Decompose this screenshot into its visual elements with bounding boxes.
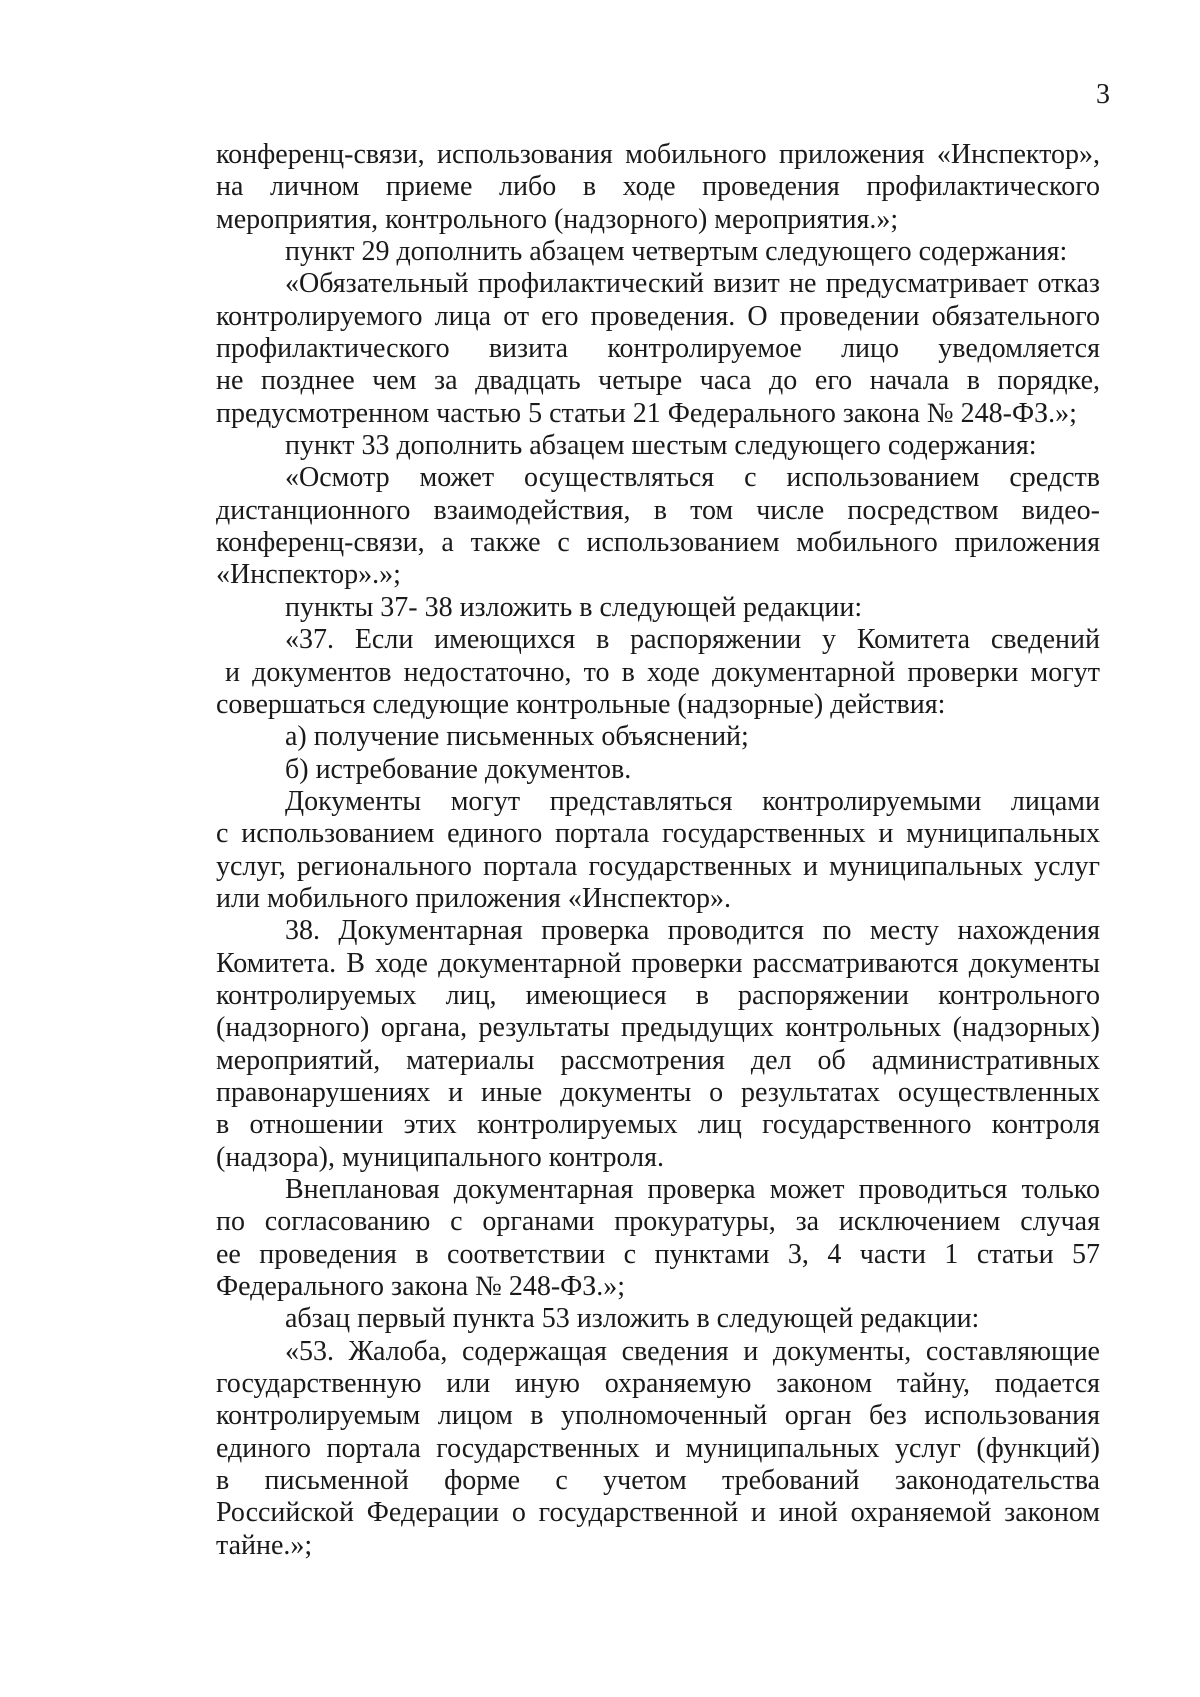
text-line: Внеплановая документарная проверка может проводиться только bbox=[285, 1174, 1100, 1205]
text-line: с использованием единого портала государственных и муниципальных bbox=[216, 818, 1100, 850]
text-line: «Осмотр может осуществляться с использованием средств bbox=[285, 462, 1100, 494]
text-line: (надзорного) органа, результаты предыдущих контрольных (надзорных) bbox=[216, 1012, 1100, 1044]
text-line: конференц-связи, использования мобильного приложения «Инспектор», bbox=[216, 139, 1100, 170]
text-line: или мобильного приложения «Инспектор». bbox=[216, 882, 732, 914]
text-line: в отношении этих контролируемых лиц государственного контроля bbox=[216, 1109, 1100, 1141]
text-line: «Инспектор».»; bbox=[216, 559, 401, 591]
text-line: Российской Федерации о государственной и иной охраняемой законом bbox=[216, 1497, 1100, 1529]
text-line: мероприятия, контрольного (надзорного) мероприятия.»; bbox=[216, 203, 899, 235]
text-line: Комитета. В ходе документарной проверки рассматриваются документы bbox=[216, 947, 1100, 979]
text-line: б) истребование документов. bbox=[285, 753, 632, 785]
document-body bbox=[216, 139, 1100, 1562]
text-line: контролируемых лиц, имеющиеся в распоряжении контрольного bbox=[216, 979, 1100, 1011]
text-line: единого портала государственных и муниципальных услуг (функций) bbox=[216, 1432, 1100, 1464]
text-line: абзац первый пункта 53 изложить в следующей редакции: bbox=[285, 1303, 980, 1335]
text-line: Документы могут представляться контролируемыми лицами bbox=[285, 785, 1100, 817]
text-line: дистанционного взаимодействия, в том числе посредством видео- bbox=[216, 494, 1100, 526]
text-line: государственную или иную охраняемую законом тайну, подается bbox=[216, 1368, 1100, 1400]
text-line: пункт 33 дополнить абзацем шестым следующего содержания: bbox=[285, 430, 1037, 462]
text-line: а) получение письменных объяснений; bbox=[285, 721, 749, 753]
text-line: и документов недостаточно, то в ходе документарной проверки могут bbox=[225, 656, 1100, 688]
text-line: мероприятий, материалы рассмотрения дел об административных bbox=[216, 1044, 1100, 1076]
text-line: пункты 37- 38 изложить в следующей редакции: bbox=[285, 591, 863, 623]
text-line: не позднее чем за двадцать четыре часа до его начала в порядке, bbox=[216, 365, 1100, 397]
text-line: профилактического визита контролируемое лицо уведомляется bbox=[216, 333, 1100, 365]
text-line: в письменной форме с учетом требований законодательства bbox=[216, 1465, 1100, 1497]
text-line: ее проведения в соответствии с пунктами 3, 4 части 1 статьи 57 bbox=[216, 1238, 1100, 1270]
text-line: «37. Если имеющихся в распоряжении у Комитета сведений bbox=[285, 624, 1100, 656]
text-line: «53. Жалоба, содержащая сведения и документы, составляющие bbox=[285, 1335, 1100, 1367]
text-line: «Обязательный профилактический визит не предусматривает отказ bbox=[285, 268, 1100, 300]
text-line: 38. Документарная проверка проводится по месту нахождения bbox=[285, 915, 1100, 947]
text-line: на личном приеме либо в ходе проведения профилактического bbox=[216, 171, 1100, 203]
text-line: по согласованию с органами прокуратуры, за исключением случая bbox=[216, 1206, 1100, 1238]
text-line: услуг, регионального портала государственных и муниципальных услуг bbox=[216, 850, 1100, 882]
page-number: 3 bbox=[1096, 79, 1110, 110]
text-line: конференц-связи, а также с использованием мобильного приложения bbox=[216, 527, 1100, 559]
text-line: контролируемым лицом в уполномоченный орган без использования bbox=[216, 1400, 1100, 1432]
text-line: Федерального закона № 248-ФЗ.»; bbox=[216, 1271, 626, 1303]
text-line: предусмотренном частью 5 статьи 21 Федерального закона № 248-ФЗ.»; bbox=[216, 397, 1077, 429]
text-line: контролируемого лица от его проведения. О проведении обязательного bbox=[216, 300, 1100, 332]
text-line: (надзора), муниципального контроля. bbox=[216, 1141, 665, 1173]
text-line: пункт 29 дополнить абзацем четвертым следующего содержания: bbox=[285, 236, 1068, 268]
text-line: правонарушениях и иные документы о результатах осуществленных bbox=[216, 1076, 1100, 1108]
text-line: тайне.»; bbox=[216, 1529, 313, 1561]
text-line: совершаться следующие контрольные (надзорные) действия: bbox=[216, 688, 946, 720]
